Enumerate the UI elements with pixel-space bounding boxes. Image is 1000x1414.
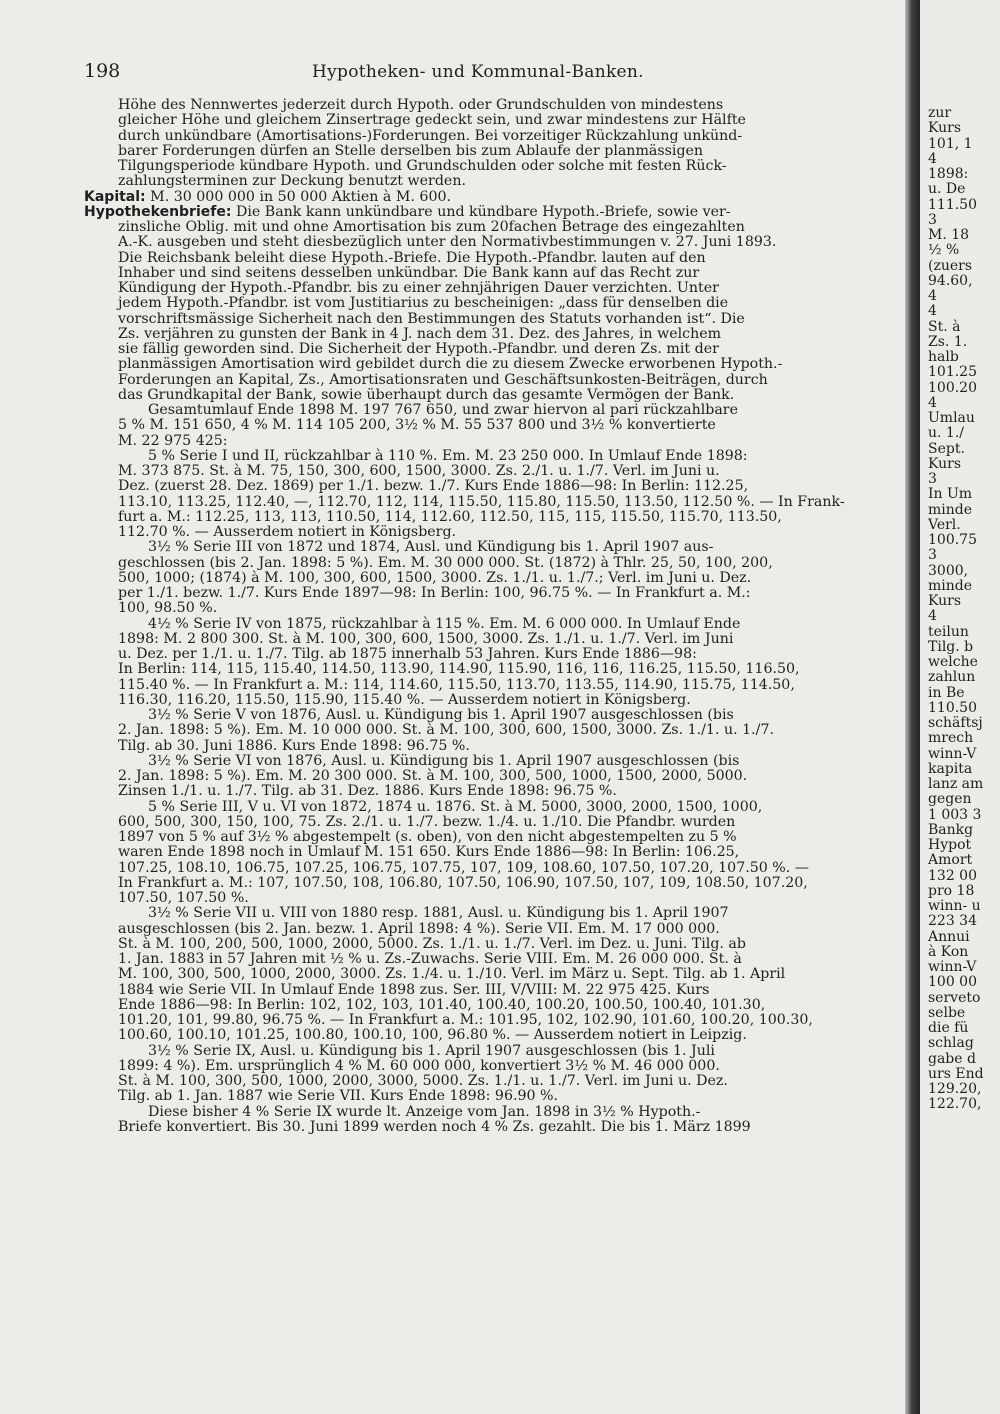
facing-page-line: selbe (928, 1004, 966, 1021)
text-line (84, 357, 904, 372)
line-text: jedem Hypoth.-Pfandbr. ist vom Justitiarius zu bescheinigen: „dass für denselben die (118, 295, 729, 312)
facing-page-line: teilun (928, 623, 969, 640)
text-line (84, 952, 904, 967)
line-text: In Frankfurt a. M.: 107, 107.50, 108, 106.80, 107.50, 106.90, 107.50, 107, 109, 108.50, 107.20, (118, 874, 808, 891)
facing-page-line: minde (928, 501, 973, 518)
line-text: Tilgungsperiode kündbare Hypoth. und Grundschulden oder solche mit festen Rück- (118, 158, 727, 174)
facing-page-line: Bankg (928, 821, 974, 838)
line-text: vorschriftsmässige Sicherheit nach den Bestimmungen des Statuts vorhanden ist“. Die (118, 310, 745, 327)
facing-page-line: Kurs (928, 593, 962, 609)
text-line (84, 845, 904, 860)
text-line (84, 220, 904, 235)
facing-page-line: 100.75 (928, 532, 977, 548)
text-line (84, 525, 904, 540)
facing-page-line: 4 (928, 150, 937, 167)
text-line (84, 815, 904, 830)
text-line (84, 1105, 904, 1120)
facing-page-edge (920, 0, 1000, 1414)
facing-page-line: winn-V (928, 959, 977, 975)
text-line (84, 312, 904, 327)
facing-page-line: 4 (928, 394, 937, 411)
text-line (84, 464, 904, 479)
line-text: 5 % Serie III, V u. VI von 1872, 1874 u. 1876. St. à M. 5000, 3000, 2000, 1500, 1000, (148, 798, 763, 815)
facing-page-line: 111.50 (928, 196, 977, 213)
facing-page-line: welche (928, 654, 978, 670)
text-line (84, 601, 904, 616)
running-head: Hypotheken- und Kommunal-Banken. (312, 62, 644, 82)
text-line (84, 983, 904, 998)
text-line (84, 617, 904, 632)
line-text: 500, 1000; (1874) à M. 100, 300, 600, 1500, 3000. Zs. 1./1. u. 1./7.; Verl. im Juni u. Dez. (118, 569, 752, 586)
line-text: 5 % Serie I und II, rückzahlbar à 110 %. Em. M. 23 250 000. In Umlauf Ende 1898: (148, 447, 748, 464)
text-line (84, 495, 904, 510)
line-text: M. 30 000 000 in 50 000 Aktien à M. 600. (145, 188, 452, 205)
facing-page-line: 3 (928, 471, 937, 487)
text-line (84, 876, 904, 891)
facing-page-line: u. De (928, 181, 966, 198)
line-text: St. à M. 100, 200, 500, 1000, 2000, 5000. Zs. 1./1. u. 1./7. Verl. im Dez. u. Juni. Tilg. ab (118, 935, 746, 952)
section-label: Kapital: (84, 188, 146, 205)
facing-page-line: St. à (928, 318, 961, 335)
facing-page-line: zahlun (928, 669, 976, 686)
text-line (84, 510, 904, 525)
line-text: ausgeschlossen (bis 2. Jan. bezw. 1. April 1898: 4 %). Serie VII. Em. M. 17 000 000. (118, 920, 720, 937)
text-line (84, 769, 904, 784)
facing-page-line: Umlau (928, 410, 975, 426)
line-text: M. 100, 300, 500, 1000, 2000, 3000. Zs. 1./4. u. 1./10. Verl. im März u. Sept. Tilg. ab 1. April (118, 966, 786, 983)
facing-page-line: (zuers (928, 257, 973, 274)
text-line (84, 281, 904, 296)
line-text: 1. Jan. 1883 in 57 Jahren mit ½ % u. Zs.-Zuwachs. Serie VIII. Em. M. 26 000 000. St. à (118, 951, 742, 967)
text-line (84, 251, 904, 266)
facing-page-line: halb (928, 349, 959, 365)
facing-page-line: ½ % (928, 242, 960, 259)
line-text: 116.30, 116.20, 115.50, 115.90, 115.40 %. — Ausserdem notiert in Königsberg. (118, 691, 691, 708)
text-line (84, 693, 904, 708)
line-text: Kündigung der Hypoth.-Pfandbr. bis zu einer zehnjährigen Dauer verzichten. Unter (118, 280, 719, 296)
text-line (84, 723, 904, 738)
line-text: 100, 98.50 %. (118, 600, 218, 617)
line-text: A.-K. ausgeben und steht diesbezüglich unter den Normativbestimmungen v. 27. Juni 1893. (118, 234, 777, 251)
text-line (84, 571, 904, 586)
text-line (84, 190, 904, 205)
line-text: Zinsen 1./1. u. 1./7. Tilg. ab 31. Dez. 1886. Kurs Ende 1898: 96.75 %. (118, 783, 617, 800)
line-text: zahlungsterminen zur Deckung benutzt werden. (118, 173, 466, 190)
text-line (84, 113, 904, 128)
line-text: 600, 500, 300, 150, 100, 75. Zs. 2./1. u. 1./7. bezw. 1./4. u. 1./10. Die Pfandbr. wurden (118, 813, 736, 830)
text-line (84, 906, 904, 921)
line-text: 3½ % Serie VI von 1876, Ausl. u. Kündigung bis 1. April 1907 ausgeschlossen (bis (148, 752, 740, 769)
facing-page-line: 122.70, (928, 1096, 982, 1113)
text-line (84, 632, 904, 647)
line-text: 2. Jan. 1898: 5 %). Em. M. 10 000 000. St. à M. 100, 300, 600, 1500, 3000. Zs. 1./1. u. 1./7. (118, 722, 774, 739)
line-text: Inhaber und sind seitens desselben unkündbar. Die Bank kann auf das Recht zur (118, 264, 700, 281)
text-line (84, 159, 904, 174)
facing-page-line: in Be (928, 684, 965, 701)
facing-page-line: Tilg. b (928, 638, 974, 655)
line-text: 1897 von 5 % auf 3½ % abgestempelt (s. oben), von den nicht abgestempelten zu 5 % (118, 829, 737, 845)
text-line (84, 174, 904, 189)
line-text: geschlossen (bis 2. Jan. 1898: 5 %). Em. M. 30 000 000. St. (1872) à Thlr. 25, 50, 100, 200, (118, 554, 773, 571)
text-line (84, 540, 904, 555)
facing-page-line: 4 (928, 288, 937, 304)
line-text: Gesamtumlauf Ende 1898 M. 197 767 650, und zwar hiervon al pari rückzahlbare (148, 402, 738, 418)
facing-page-line: In Um (928, 486, 973, 503)
facing-page-line: 132 00 (928, 867, 977, 884)
text-line (84, 1028, 904, 1043)
facing-page-text (928, 106, 984, 1113)
line-text: barer Forderungen dürfen an Stelle derselben bis zum Ablaufe der planmässigen (118, 142, 704, 159)
text-line (84, 1013, 904, 1028)
facing-page-line: à Kon (928, 943, 969, 960)
line-text: In Berlin: 114, 115, 115.40, 114.50, 113.90, 114.90, 115.90, 116, 116, 116.25, 115.50, 116.50, (118, 661, 800, 678)
facing-page-line: 4 (928, 303, 937, 320)
line-text: 3½ % Serie V von 1876, Ausl. u. Kündigung bis 1. April 1907 ausgeschlossen (bis (148, 707, 734, 723)
text-line (84, 586, 904, 601)
text-line (84, 266, 904, 281)
text-line (84, 205, 904, 220)
line-text: 1898: M. 2 800 300. St. à M. 100, 300, 600, 1500, 3000. Zs. 1./1. u. 1./7. Verl. im Juni (118, 630, 734, 647)
facing-page-line: zur (928, 105, 952, 121)
facing-page-line: 100 00 (928, 974, 977, 991)
main-text-column (84, 98, 904, 1135)
text-line (84, 327, 904, 342)
text-line (84, 998, 904, 1013)
facing-page-line: 94.60, (928, 272, 973, 289)
text-line (84, 434, 904, 449)
facing-page-line: serveto (928, 989, 981, 1006)
facing-page-line: gegen (928, 791, 972, 808)
facing-page-line: schäftsj (928, 715, 983, 731)
facing-page-line: u. 1./ (928, 425, 964, 442)
text-line (84, 1059, 904, 1074)
text-line (84, 800, 904, 815)
facing-page-line: 1 003 3 (928, 806, 982, 823)
facing-page-line: Amort (928, 852, 973, 869)
text-line (84, 296, 904, 311)
page-number: 198 (84, 60, 121, 82)
facing-page-line: 3 (928, 547, 937, 564)
text-line (84, 1120, 904, 1135)
facing-page-line: gabe d (928, 1050, 976, 1067)
facing-page-line: Sept. (928, 440, 965, 457)
facing-page-line: 101, 1 (928, 135, 973, 152)
line-text: 3½ % Serie IX, Ausl. u. Kündigung bis 1. April 1907 ausgeschlossen (bis 1. Juli (148, 1042, 715, 1059)
line-text: das Grundkapital der Bank, sowie überhaupt durch das gesamte Vermögen der Bank. (118, 386, 735, 403)
text-line (84, 235, 904, 250)
line-text: Zs. verjähren zu gunsten der Bank in 4 J. nach dem 31. Dez. des Jahres, in welchem (118, 325, 722, 342)
facing-page-line: minde (928, 577, 973, 594)
text-line (84, 449, 904, 464)
text-line (84, 967, 904, 982)
text-line (84, 129, 904, 144)
facing-page-line: kapita (928, 760, 973, 777)
text-line (84, 418, 904, 433)
facing-page-line: winn-V (928, 745, 977, 762)
section-label: Hypothekenbriefe: (84, 203, 232, 220)
facing-page-line: lanz am (928, 776, 984, 792)
facing-page-line: 3000, (928, 562, 969, 579)
line-text: Diese bisher 4 % Serie IX wurde lt. Anzeige vom Jan. 1898 in 3½ % Hypoth.- (148, 1103, 701, 1120)
text-line (84, 373, 904, 388)
line-text: 4½ % Serie IV von 1875, rückzahlbar à 115 %. Em. M. 6 000 000. In Umlauf Ende (148, 615, 741, 632)
text-line (84, 647, 904, 662)
facing-page-line: die fü (928, 1020, 969, 1036)
line-text: 107.50, 107.50 %. (118, 890, 249, 906)
facing-page-line: 110.50 (928, 699, 977, 716)
text-line (84, 662, 904, 677)
facing-page-line: mrech (928, 730, 974, 747)
facing-page-line: pro 18 (928, 882, 975, 899)
facing-page-line: 3 (928, 211, 937, 228)
facing-page-line: Annui (928, 928, 970, 945)
facing-page-line: M. 18 (928, 227, 970, 243)
text-line (84, 1089, 904, 1104)
line-text: M. 373 875. St. à M. 75, 150, 300, 600, 1500, 3000. Zs. 2./1. u. 1./7. Verl. im Juni u. (118, 463, 720, 479)
text-line (84, 830, 904, 845)
text-line (84, 708, 904, 723)
text-line (84, 388, 904, 403)
text-line (84, 1044, 904, 1059)
line-text: Forderungen an Kapital, Zs., Amortisationsraten und Geschäftsunkosten-Beiträgen, durch (118, 371, 768, 388)
book-gutter (905, 0, 920, 1414)
line-text: Die Bank kann unkündbare und kündbare Hypoth.-Briefe, sowie ver- (231, 203, 731, 220)
line-text: M. 22 975 425: (118, 432, 228, 449)
facing-page-line: Verl. (928, 516, 961, 533)
line-text: furt a. M.: 112.25, 113, 113, 110.50, 114, 112.60, 112.50, 115, 115, 115.50, 115.70, 113.50, (118, 508, 782, 525)
facing-page-line: 129.20, (928, 1081, 982, 1097)
facing-page-line: Hypot (928, 837, 972, 853)
text-line (84, 922, 904, 937)
line-text: 3½ % Serie III von 1872 und 1874, Ausl. und Kündigung bis 1. April 1907 aus- (148, 539, 714, 556)
line-text: 113.10, 113.25, 112.40, —, 112.70, 112, 114, 115.50, 115.80, 115.50, 113.50, 112.50 %. — In Frank- (118, 493, 845, 510)
text-line (84, 784, 904, 799)
line-text: planmässigen Amortisation wird gebildet durch die zu diesem Zwecke erworbenen Hypoth.- (118, 356, 783, 373)
text-line (84, 403, 904, 418)
facing-page-line: 4 (928, 608, 937, 625)
line-text: 107.25, 108.10, 106.75, 107.25, 106.75, 107.75, 107, 109, 108.60, 107.50, 107.20, 107.50 %. — (118, 859, 809, 876)
text-line (84, 861, 904, 876)
line-text: 2. Jan. 1898: 5 %). Em. M. 20 300 000. St. à M. 100, 300, 500, 1000, 1500, 2000, 5000. (118, 768, 748, 784)
line-text: waren Ende 1898 noch in Umlauf M. 151 650. Kurs Ende 1886—98: In Berlin: 106.25, (118, 844, 740, 861)
text-line (84, 144, 904, 159)
line-text: Tilg. ab 30. Juni 1886. Kurs Ende 1898: 96.75 %. (118, 737, 470, 754)
text-line (84, 937, 904, 952)
line-text: St. à M. 100, 300, 500, 1000, 2000, 3000, 5000. Zs. 1./1. u. 1./7. Verl. im Juni u. Dez. (118, 1073, 728, 1089)
text-line (84, 479, 904, 494)
line-text: Höhe des Nennwertes jederzeit durch Hypoth. oder Grundschulden von mindestens (118, 98, 724, 113)
facing-page-line: urs End (928, 1065, 984, 1082)
line-text: u. Dez. per 1./1. u. 1./7. Tilg. ab 1875 innerhalb 53 Jahren. Kurs Ende 1886—98: (118, 646, 697, 662)
line-text: 100.60, 100.10, 101.25, 100.80, 100.10, 100, 96.80 %. — Ausserdem notiert in Leipzig. (118, 1027, 747, 1044)
facing-page-line: 1898: (928, 166, 969, 182)
text-line (84, 754, 904, 769)
text-line (84, 891, 904, 906)
text-line (84, 342, 904, 357)
line-text: 112.70 %. — Ausserdem notiert in Königsberg. (118, 524, 457, 540)
line-text: Die Reichsbank beleiht diese Hypoth.-Briefe. Die Hypoth.-Pfandbr. lauten auf den (118, 249, 706, 266)
text-line (84, 678, 904, 693)
line-text: 3½ % Serie VII u. VIII von 1880 resp. 1881, Ausl. u. Kündigung bis 1. April 1907 (148, 905, 729, 922)
facing-page-line: 100.20 (928, 379, 977, 396)
text-line (84, 1074, 904, 1089)
line-text: 5 % M. 151 650, 4 % M. 114 105 200, 3½ % M. 55 537 800 und 3½ % konvertierte (118, 417, 716, 434)
line-text: zinsliche Oblig. mit und ohne Amortisation bis zum 20fachen Betrage des eingezahlten (118, 219, 745, 235)
line-text: 1884 wie Serie VII. In Umlauf Ende 1898 zus. Ser. III, V/VIII: M. 22 975 425. Kurs (118, 981, 710, 998)
facing-page-line: schlag (928, 1035, 974, 1052)
line-text: 1899: 4 %). Em. ursprünglich 4 % M. 60 000 000, konvertiert 3½ % M. 46 000 000. (118, 1057, 720, 1074)
line-text: durch unkündbare (Amortisations-)Forderungen. Bei vorzeitiger Rückzahlung unkünd- (118, 127, 743, 144)
line-text: sie fällig geworden sind. Die Sicherheit der Hypoth.-Pfandbr. und deren Zs. mit der (118, 341, 719, 357)
facing-page-line: 101.25 (928, 364, 977, 381)
line-text: gleicher Höhe und gleichem Zinsertrage gedeckt sein, und zwar mindestens zur Hälfte (118, 112, 746, 129)
line-text: 115.40 %. — In Frankfurt a. M.: 114, 114.60, 115.50, 113.70, 113.55, 114.90, 115.75, 114.50, (118, 676, 795, 693)
text-line (84, 556, 904, 571)
line-text: Ende 1886—98: In Berlin: 102, 102, 103, 101.40, 100.40, 100.20, 100.50, 100.40, 101.30, (118, 996, 766, 1013)
line-text: per 1./1. bezw. 1./7. Kurs Ende 1897—98: In Berlin: 100, 96.75 %. — In Frankfurt a. M.: (118, 585, 751, 601)
facing-page-line: Zs. 1. (928, 333, 968, 350)
line-text: Briefe konvertiert. Bis 30. Juni 1899 werden noch 4 % Zs. gezahlt. Die bis 1. März 1899 (118, 1118, 751, 1135)
facing-page-line: winn- u (928, 898, 981, 914)
line-text: Dez. (zuerst 28. Dez. 1869) per 1./1. bezw. 1./7. Kurs Ende 1886—98: In Berlin: 112.25, (118, 478, 749, 495)
facing-page-line: Kurs (928, 455, 962, 472)
facing-page-line: 223 34 (928, 913, 977, 930)
facing-page-line: Kurs (928, 120, 962, 137)
text-line (84, 739, 904, 754)
line-text: Tilg. ab 1. Jan. 1887 wie Serie VII. Kurs Ende 1898: 96.90 %. (118, 1088, 559, 1105)
text-line (84, 98, 904, 113)
line-text: 101.20, 101, 99.80, 96.75 %. — In Frankfurt a. M.: 101.95, 102, 102.90, 101.60, 100.20, 100.30, (118, 1012, 813, 1028)
